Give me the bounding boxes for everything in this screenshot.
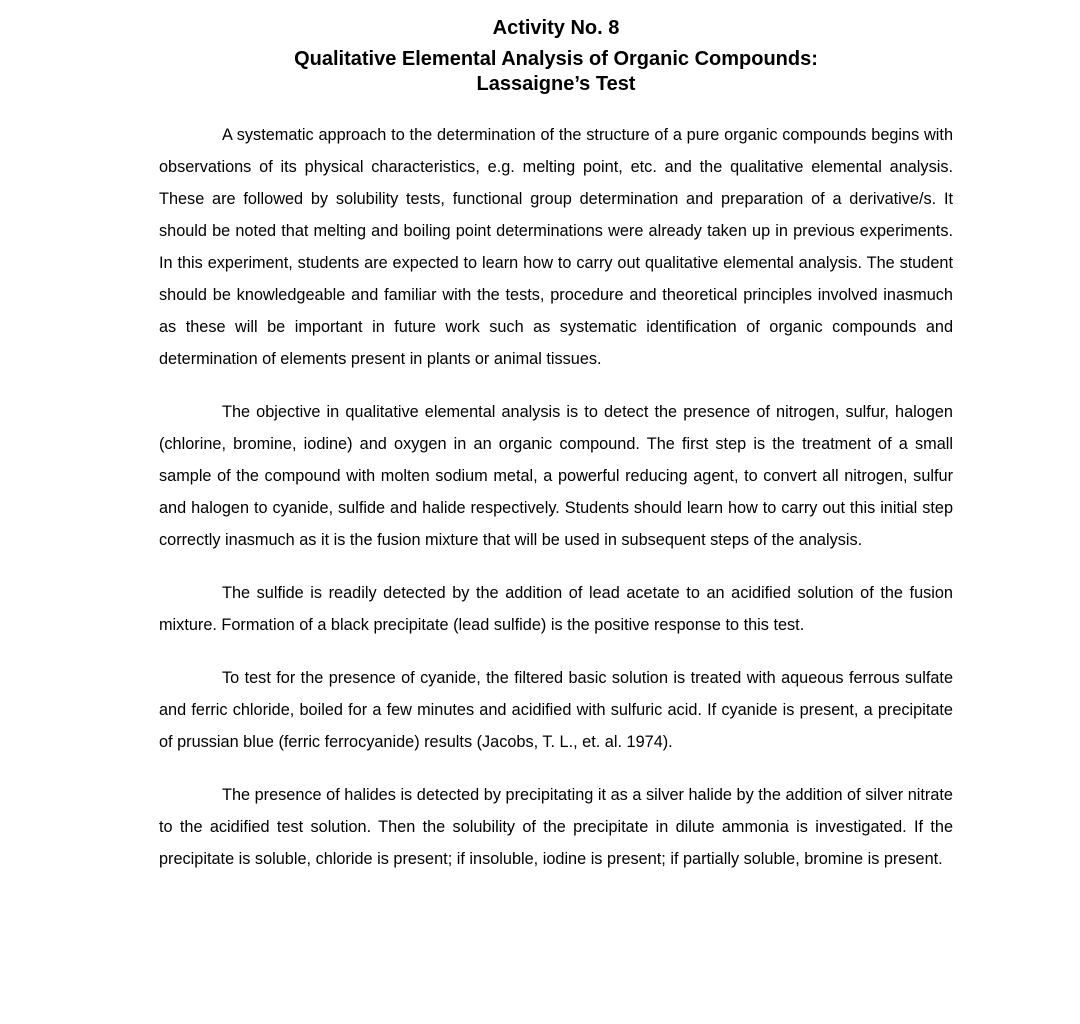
paragraph-sulfide-test: The sulfide is readily detected by the addition of lead acetate to an acidified solution of the fusion mixture. Formation of a black precipitate (lead sulfide) is the positive response to this test. xyxy=(159,584,953,634)
paragraph-objective: The objective in qualitative elemental analysis is to detect the presence of nitrogen, sulfur, halogen (chlorine, bromine, iodine) and oxygen in an organic compound. The first step is the treatment of a small sample of the compound with molten sodium metal, a powerful reducing agent, to convert all nitrogen, sulfur and halogen to cyanide, sulfide and halide respectively. Students should learn how to carry out this initial step correctly inasmuch as it is the fusion mixture that will be used in subsequent steps of the analysis. xyxy=(159,403,953,549)
subtitle-line-2: Lassaigne’s Test xyxy=(476,73,636,95)
subtitle-line-1: Qualitative Elemental Analysis of Organic Compounds: xyxy=(294,48,818,70)
activity-title: Activity No. 8 xyxy=(492,17,620,39)
activity-subtitle xyxy=(159,47,953,97)
paragraph-halide-test: The presence of halides is detected by precipitating it as a silver halide by the addition of silver nitrate to the acidified test solution. Then the solubility of the precipitate in dilute ammonia is investigated. If the precipitate is soluble, chloride is present; if insoluble, iodine is present; if partially soluble, bromine is present. xyxy=(159,786,953,868)
document-page xyxy=(159,0,953,875)
paragraph-introduction: A systematic approach to the determination of the structure of a pure organic compounds begins with observations of its physical characteristics, e.g. melting point, etc. and the qualitative elemental analysis. These are followed by solubility tests, functional group determination and preparation of a derivative/s. It should be noted that melting and boiling point determinations were already taken up in previous experiments. In this experiment, students are expected to learn how to carry out qualitative elemental analysis. The student should be knowledgeable and familiar with the tests, procedure and theoretical principles involved inasmuch as these will be important in future work such as systematic identification of organic compounds and determination of elements present in plants or animal tissues. xyxy=(159,126,953,368)
paragraph-cyanide-test: To test for the presence of cyanide, the filtered basic solution is treated with aqueous ferrous sulfate and ferric chloride, boiled for a few minutes and acidified with sulfuric acid. If cyanide is present, a precipitate of prussian blue (ferric ferrocyanide) results (Jacobs, T. L., et. al. 1974). xyxy=(159,669,953,751)
